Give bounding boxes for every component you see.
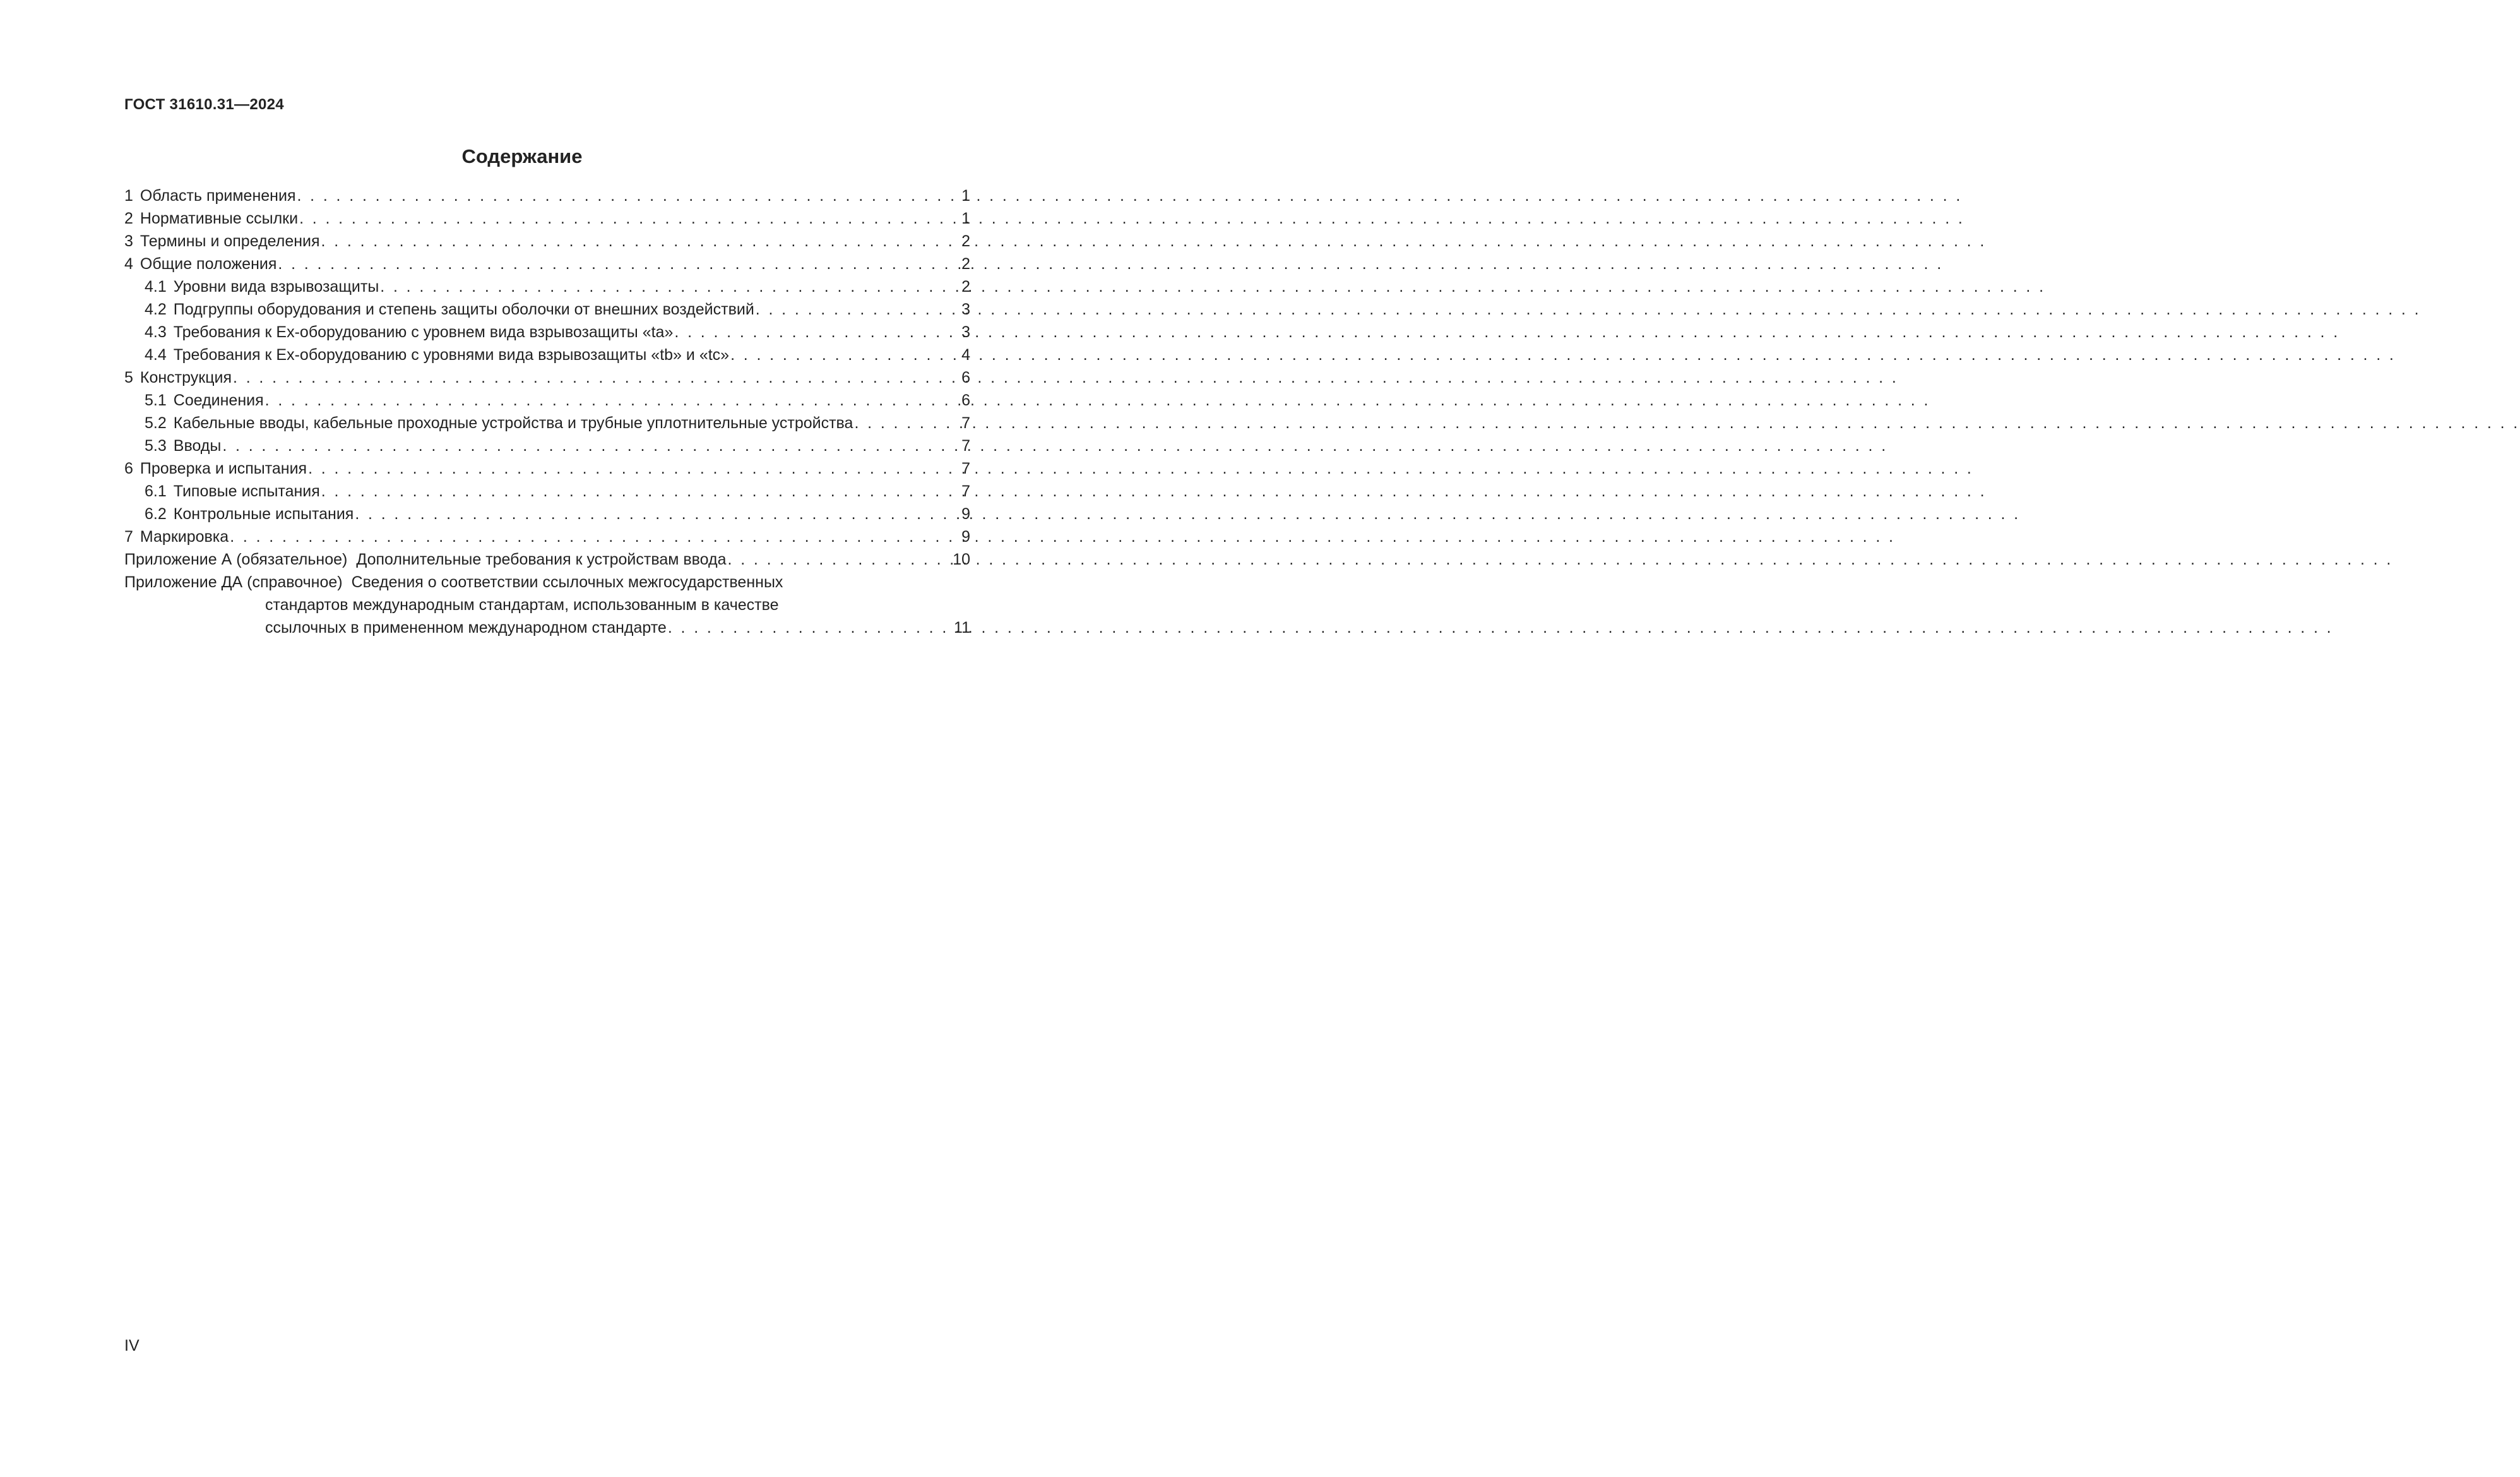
toc-entry-label: Область применения: [140, 187, 296, 205]
toc-entry-page: 4: [961, 346, 970, 364]
toc-entry-number: 5.2: [145, 414, 167, 432]
toc-entry-number: 4.2: [145, 301, 167, 318]
toc-entry-number: 6.1: [145, 482, 167, 500]
toc-entry-label: Маркировка: [140, 528, 229, 546]
toc-entry-4-1[interactable]: [124, 278, 970, 301]
toc-entry-label: Термины и определения: [140, 232, 320, 250]
toc-leader-dots: [380, 278, 960, 296]
appendix-kind: Приложение А (обязательное): [124, 551, 348, 568]
toc-entry-label-line: стандартов международным стандартам, использованным в качестве: [265, 596, 779, 614]
toc-entry-page: 3: [961, 323, 970, 341]
toc-leader-dots: [297, 187, 960, 205]
toc-entry-page: 7: [961, 437, 970, 455]
toc-entry-page: 3: [961, 301, 970, 318]
appendix-da-third-line: [124, 619, 970, 642]
toc-title: Содержание: [461, 145, 583, 167]
toc-entry-label: Конструкция: [140, 369, 232, 386]
toc-leader-dots: [308, 460, 960, 478]
toc-leader-dots: [668, 619, 953, 637]
toc-entry-label: Типовые испытания: [173, 482, 320, 500]
toc-entry-number: 4.4: [145, 346, 167, 364]
toc-entry-5-1[interactable]: [124, 392, 970, 414]
toc-entry-label: Соединения: [173, 392, 264, 409]
table-of-contents: [124, 187, 970, 642]
appendix-da-second-line: [124, 596, 970, 619]
toc-entry-5-3[interactable]: [124, 437, 970, 460]
toc-entry-page: 7: [961, 460, 970, 477]
toc-entry-label: Дополнительные требования к устройствам ввода: [356, 551, 727, 568]
toc-entry-page: 10: [953, 551, 970, 568]
toc-entry-number: 4.3: [145, 323, 167, 341]
toc-leader-dots: [230, 528, 960, 546]
toc-entry-2[interactable]: [124, 210, 970, 232]
toc-entry-4-4[interactable]: [124, 346, 970, 369]
toc-leader-dots: [233, 369, 960, 387]
toc-entry-6-2[interactable]: [124, 505, 970, 528]
toc-entry-label: Уровни вида взрывозащиты: [173, 278, 379, 296]
toc-entry-1[interactable]: [124, 187, 970, 210]
toc-entry-6-1[interactable]: [124, 482, 970, 505]
toc-leader-dots: [728, 551, 952, 569]
toc-entry-appendix-a[interactable]: [124, 551, 970, 573]
toc-leader-dots: [278, 255, 960, 273]
toc-entry-5-2[interactable]: [124, 414, 970, 437]
toc-entry-number: 6.2: [145, 505, 167, 523]
toc-leader-dots: [854, 414, 960, 433]
toc-entry-page: 1: [961, 187, 970, 205]
appendix-kind: Приложение ДА (справочное): [124, 573, 343, 591]
toc-leader-dots: [265, 392, 960, 410]
toc-entry-number: 5.1: [145, 392, 167, 409]
toc-entry-label: Контрольные испытания: [173, 505, 354, 523]
toc-entry-label: Подгруппы оборудования и степень защиты оболочки от внешних воздействий: [173, 301, 754, 318]
toc-leader-dots: [355, 505, 960, 523]
toc-entry-appendix-da[interactable]: [124, 573, 970, 642]
toc-leader-dots: [321, 482, 960, 501]
toc-leader-dots: [222, 437, 960, 455]
appendix-da-first-line: [124, 573, 970, 596]
toc-entry-page: 1: [961, 210, 970, 227]
page-number: IV: [124, 1337, 140, 1354]
toc-entry-6[interactable]: [124, 460, 970, 482]
toc-entry-number: 1: [124, 187, 133, 205]
document-code: ГОСТ 31610.31—2024: [124, 96, 284, 113]
toc-entry-label: Нормативные ссылки: [140, 210, 299, 227]
toc-entry-4-2[interactable]: [124, 301, 970, 323]
toc-entry-3[interactable]: [124, 232, 970, 255]
toc-leader-dots: [674, 323, 960, 342]
toc-entry-page: 2: [961, 232, 970, 250]
toc-leader-dots: [299, 210, 960, 228]
toc-entry-label-line: Сведения о соответствии ссылочных межгосударственных: [351, 573, 783, 591]
toc-entry-number: 4.1: [145, 278, 167, 296]
toc-entry-page: 7: [961, 482, 970, 500]
toc-entry-page: 6: [961, 369, 970, 386]
toc-leader-dots: [730, 346, 960, 364]
toc-entry-label: Требования к Ex-оборудованию с уровнем вида взрывозащиты «ta»: [173, 323, 674, 341]
toc-entry-label: Проверка и испытания: [140, 460, 307, 477]
toc-entry-number: 5.3: [145, 437, 167, 455]
toc-entry-page: 9: [961, 528, 970, 546]
toc-entry-4-3[interactable]: [124, 323, 970, 346]
toc-entry-page: 7: [961, 414, 970, 432]
toc-entry-number: 3: [124, 232, 133, 250]
toc-entry-4[interactable]: [124, 255, 970, 278]
toc-entry-5[interactable]: [124, 369, 970, 392]
toc-entry-number: 2: [124, 210, 133, 227]
toc-entry-label: Вводы: [173, 437, 222, 455]
toc-entry-label: Требования к Ex-оборудованию с уровнями вида взрывозащиты «tb» и «tc»: [173, 346, 730, 364]
toc-entry-7[interactable]: [124, 528, 970, 551]
toc-entry-number: 6: [124, 460, 133, 477]
toc-entry-label-line: ссылочных в примененном международном стандарте: [265, 619, 667, 637]
toc-entry-number: 4: [124, 255, 133, 273]
toc-entry-label: Общие положения: [140, 255, 277, 273]
toc-entry-page: 6: [961, 392, 970, 409]
toc-entry-page: 2: [961, 278, 970, 296]
toc-leader-dots: [321, 232, 961, 251]
toc-entry-number: 7: [124, 528, 133, 546]
toc-entry-page: 11: [954, 619, 970, 637]
toc-entry-page: 2: [961, 255, 970, 273]
toc-entry-label: Кабельные вводы, кабельные проходные устройства и трубные уплотнительные устройства: [173, 414, 853, 432]
toc-entry-number: 5: [124, 369, 133, 386]
toc-entry-page: 9: [961, 505, 970, 523]
toc-leader-dots: [756, 301, 960, 319]
